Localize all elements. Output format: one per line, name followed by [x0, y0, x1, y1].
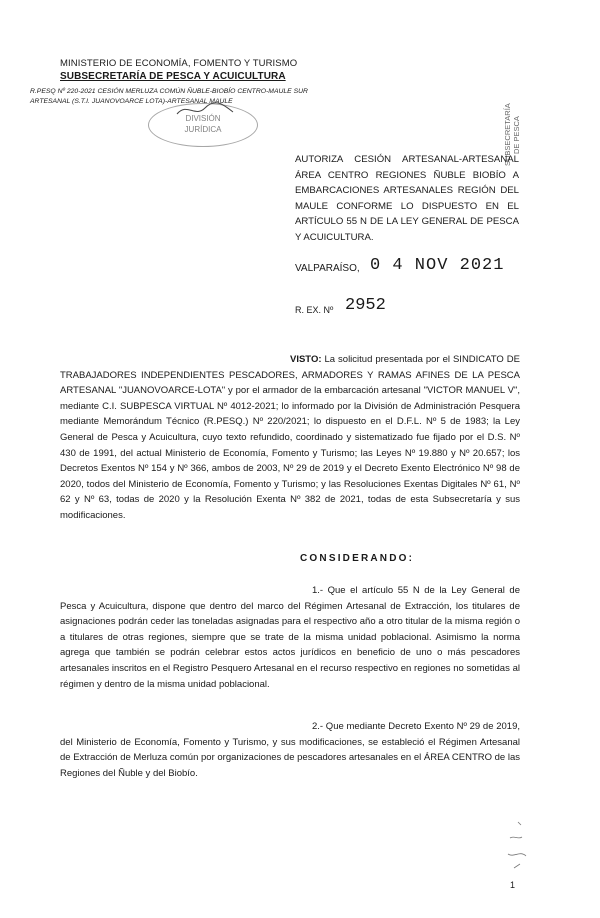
subsecretaria-name: SUBSECRETARÍA DE PESCA Y ACUICULTURA: [60, 71, 286, 82]
place-label: VALPARAÍSO,: [295, 263, 360, 274]
initials-mark-icon: [500, 818, 540, 878]
signature-mark-icon: [175, 100, 235, 120]
ministry-name: MINISTERIO DE ECONOMÍA, FOMENTO Y TURISMO: [60, 58, 298, 69]
resolution-number: 2952: [345, 296, 386, 315]
reference-line-2: ARTESANAL (S.T.I. JUANOVOARCE LOTA)-ARTESANAL MAULE: [30, 98, 233, 105]
considerando-heading: CONSIDERANDO:: [300, 553, 415, 564]
considerando-2-paragraph: 2.- Que mediante Decreto Exento Nº 29 de 2019, del Ministerio de Economía, Fomento y Turismo, y sus modificaciones, se estableció el Régimen Artesanal de Extracción de Merluza común por organizaciones de pescadores artesanales en el ÁREA CENTRO de las Regiones del Ñuble y del Biobío.: [60, 721, 520, 779]
reference-line-1: R.PESQ Nº 220-2021 CESIÓN MERLUZA COMÚN ÑUBLE-BIOBÍO CENTRO-MAULE SUR: [30, 88, 308, 95]
page-number: 1: [510, 880, 516, 890]
side-stamp-mark: SUBSECRETARÍA DE PESCA: [503, 103, 521, 166]
considerando-1-paragraph: 1.- Que el artículo 55 N de la Ley General de Pesca y Acuicultura, dispone que dentro del marco del Régimen Artesanal de Extracción, los titulares de asignaciones podrán ceder las toneladas asignadas para el respectivo año a otro titular de la misma región o a titulares de otras regiones, siempre que se trate de la misma unidad poblacional. Asimismo la norma agrega que también se podrán celebrar estos actos jurídicos en beneficio de uno o más pescadores artesanales inscritos en el Registro Pesquero Artesanal en el recurso respectivo en regiones no sometidas al régimen y dentro de la misma unidad poblacional.: [60, 585, 520, 690]
rex-label: R. EX. Nº: [295, 305, 334, 315]
visto-text: La solicitud presentada por el SINDICATO DE TRABAJADORES INDEPENDIENTES PESCADORES, ARMADORES Y RAMAS AFINES DE LA PESCA ARTESANAL "JUANOVOARCE-LOTA" y por el armador de la embarcación artesanal "VICTOR MANUEL V", mediante C.I. SUBPESCA VIRTUAL Nº 4012-2021; lo informado por la División de Administración Pesquera mediante Memorándum Técnico (R.PESQ.) Nº 220/2021; lo dispuesto en el D.F.L. Nº 5 de 1983; la Ley General de Pesca y Acuicultura, cuyo texto refundido, coordinado y sistematizado fue fijado por el D.S. Nº 430 de 1991, del actual Ministerio de Economía, Fomento y Turismo; las Leyes Nº 19.880 y Nº 20.657; los Decretos Exentos Nº 154 y Nº 366, ambos de 2003, Nº 29 de 2019 y el Decreto Exento Electrónico Nº 98 de 2020, todos del Ministerio de Economía, Fomento y Turismo; y las Resoluciones Exentas Digitales Nº 61, Nº 62 y Nº 63, todas de 2020 y la Resolución Exenta Nº 382 de 2021, todas de esta Subsecretaría y sus modificaciones.: [60, 354, 520, 521]
visto-label: VISTO:: [290, 354, 322, 365]
stamp-line-2: JURÍDICA: [184, 125, 222, 134]
reference-block: [30, 87, 308, 107]
date-stamp: 0 4 NOV 2021: [370, 256, 505, 275]
visto-paragraph: [60, 352, 520, 524]
resolution-title: AUTORIZA CESIÓN ARTESANAL-ARTESANAL ÁREA CENTRO REGIONES ÑUBLE BIOBÍO A EMBARCACIONES ARTESANALES REGIÓN DEL MAULE CONFORME LO DISPUESTO EN EL ARTÍCULO 55 N DE LA LEY GENERAL DE PESCA Y ACUICULTURA.: [295, 154, 519, 243]
stamp-line-1: DIVISIÓN: [185, 114, 221, 123]
